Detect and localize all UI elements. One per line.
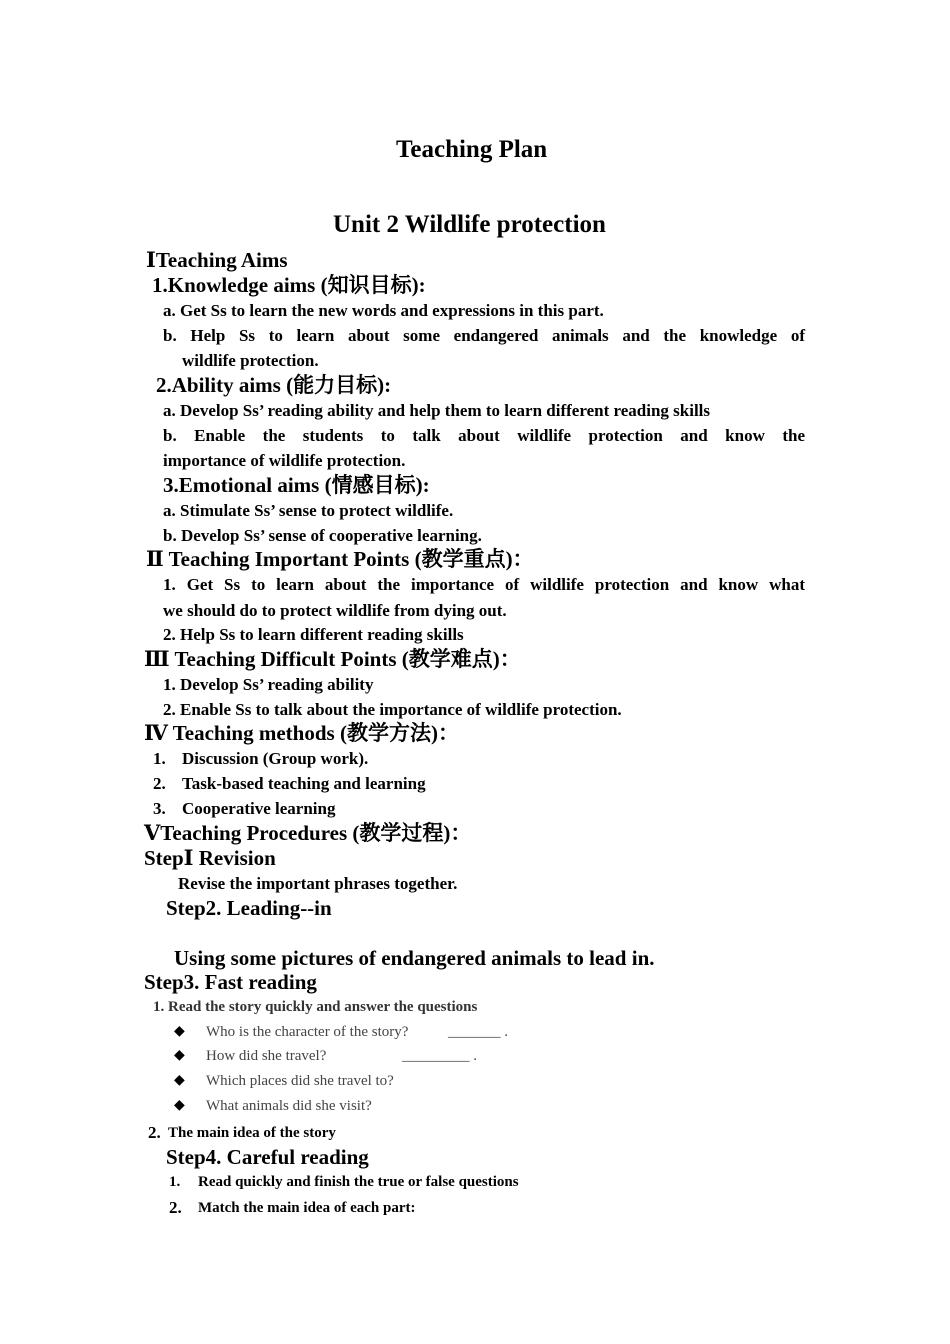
question-1-blank: _______ . [448, 1024, 508, 1040]
knowledge-aim-a: a. Get Ss to learn the new words and expressions in this part. [163, 301, 604, 320]
emotional-aim-b: b. Develop Ss’ sense of cooperative learning. [163, 526, 482, 545]
step1-heading: StepⅠ Revision [144, 846, 276, 870]
step4-item-1-num: 1. [169, 1174, 181, 1190]
question-2: How did she travel? [206, 1048, 327, 1064]
step3-heading: Step3. Fast reading [144, 970, 317, 994]
emotional-aim-a: a. Stimulate Ss’ sense to protect wildlife. [163, 501, 454, 520]
method-2-num: 2. [153, 774, 166, 793]
step3-subheading-2-text: The main idea of the story [168, 1125, 336, 1141]
question-3: Which places did she travel to? [206, 1073, 394, 1089]
important-points-heading: Ⅱ Teaching Important Points (教学重点)： [146, 547, 534, 571]
procedures-heading: ⅤTeaching Procedures (教学过程)： [144, 821, 472, 845]
diamond-bullet-icon: ◆ [174, 1073, 185, 1088]
diamond-bullet-icon: ◆ [174, 1048, 185, 1063]
method-3-text: Cooperative learning [182, 799, 336, 818]
method-3-num: 3. [153, 799, 166, 818]
step2-heading: Step2. Leading--in [166, 896, 332, 920]
step4-heading: Step4. Careful reading [166, 1145, 369, 1169]
ability-aim-b-line2: importance of wildlife protection. [163, 451, 406, 470]
step3-subheading-1: 1. Read the story quickly and answer the questions [153, 999, 478, 1015]
important-point-2: 2. Help Ss to learn different reading skills [163, 625, 464, 644]
diamond-bullet-icon: ◆ [174, 1098, 185, 1113]
step4-item-1-text: Read quickly and finish the true or false questions [198, 1174, 519, 1190]
diamond-bullet-icon: ◆ [174, 1024, 185, 1039]
method-1-num: 1. [153, 749, 166, 768]
difficult-point-1: 1. Develop Ss’ reading ability [163, 675, 374, 694]
aims-heading: ⅠTeaching Aims [146, 248, 288, 272]
ability-aim-a: a. Develop Ss’ reading ability and help them to learn different reading skills [163, 401, 711, 420]
difficult-points-heading: Ⅲ Teaching Difficult Points (教学难点)： [144, 647, 521, 671]
step4-item-2-text: Match the main idea of each part: [198, 1200, 416, 1216]
step2-text: Using some pictures of endangered animals to lead in. [174, 946, 655, 970]
ability-aim-b-line1: b. Enable the students to talk about wildlife protection and know the [163, 426, 805, 445]
step4-item-2-num: 2. [169, 1198, 182, 1217]
question-1: Who is the character of the story? [206, 1024, 409, 1040]
method-1-text: Discussion (Group work). [182, 749, 369, 768]
step3-subheading-2-num: 2. [148, 1123, 161, 1142]
method-2-text: Task-based teaching and learning [182, 774, 426, 793]
question-2-blank: _________ . [402, 1048, 477, 1064]
unit-title: Unit 2 Wildlife protection [333, 211, 606, 238]
difficult-point-2: 2. Enable Ss to talk about the importance of wildlife protection. [163, 700, 622, 719]
knowledge-aim-b-line1: b. Help Ss to learn about some endangered animals and the knowledge of [163, 326, 805, 345]
step1-text: Revise the important phrases together. [178, 874, 458, 893]
page-title: Teaching Plan [396, 136, 548, 163]
knowledge-aim-b-line2: wildlife protection. [182, 351, 319, 370]
emotional-aims-heading: 3.Emotional aims (情感目标): [163, 473, 430, 497]
question-4: What animals did she visit? [206, 1098, 372, 1114]
methods-heading: Ⅳ Teaching methods (教学方法)： [144, 721, 459, 745]
ability-aims-heading: 2.Ability aims (能力目标): [156, 373, 392, 397]
important-point-1-line1: 1. Get Ss to learn about the importance of wildlife protection and know what [163, 575, 805, 594]
knowledge-aims-heading: 1.Knowledge aims (知识目标): [152, 273, 426, 297]
important-point-1-line2: we should do to protect wildlife from dying out. [163, 601, 507, 620]
